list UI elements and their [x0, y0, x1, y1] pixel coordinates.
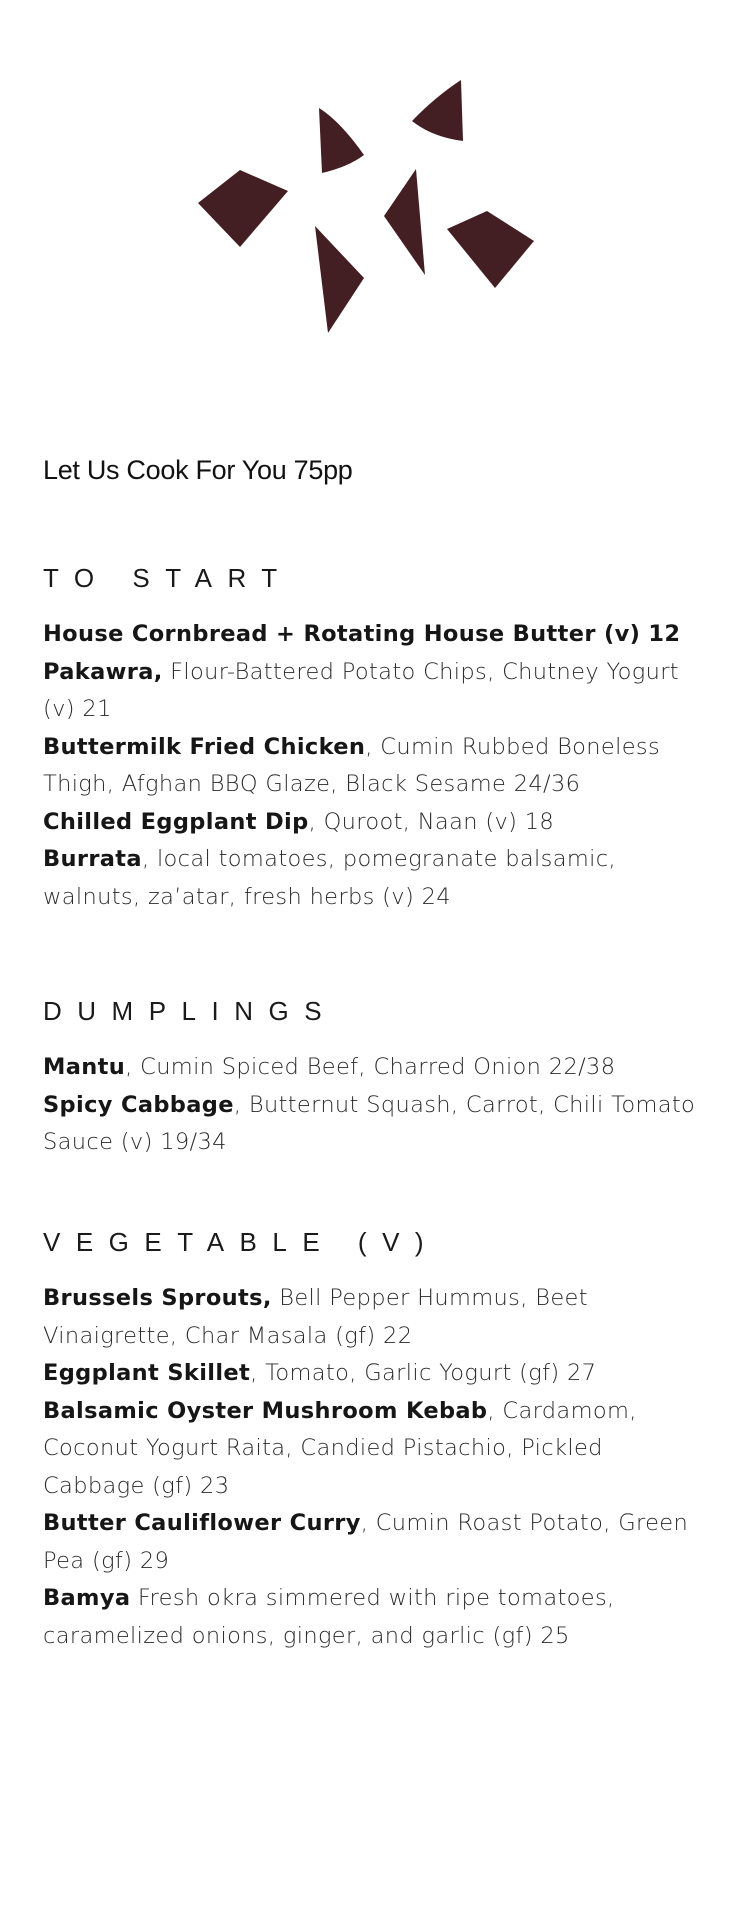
menu-item-name: Brussels Sprouts,: [43, 1285, 272, 1311]
section-items: [43, 1049, 703, 1162]
menu-item-desc: Bell Pepper Hummus, Beet Vinaigrette, Char Masala (gf) 22: [43, 1285, 588, 1349]
abstract-shards-logo-icon: [190, 75, 550, 345]
menu-item-name: Chilled Eggplant Dip: [43, 808, 309, 835]
menu-item-name: Butter Cauliflower Curry: [43, 1510, 361, 1536]
menu-item-name: Buttermilk Fried Chicken: [43, 733, 366, 760]
menu-item: [43, 1580, 703, 1655]
menu-item: [43, 1355, 703, 1393]
menu-item-name: Balsamic Oyster Mushroom Kebab: [43, 1397, 488, 1424]
menu-item: [43, 804, 703, 842]
menu-item-desc: , Butternut Squash, Carrot, Chili Tomato Sauce (v) 19/34: [43, 1091, 696, 1155]
menu-item: [43, 1505, 703, 1580]
menu-item-name: Mantu: [43, 1054, 126, 1080]
section-heading: VEGETABLE (V): [43, 1227, 440, 1257]
logo-shard-group: [198, 80, 534, 333]
menu-item: [43, 841, 703, 916]
section-heading: DUMPLINGS: [43, 996, 338, 1026]
section-heading: TO START: [43, 563, 293, 593]
logo-shard: [315, 226, 364, 333]
menu-item-desc: Flour-Battered Potato Chips, Chutney Yogurt (v) 21: [43, 658, 679, 722]
menu-item-desc: , Cumin Rubbed Boneless Thigh, Afghan BBQ Glaze, Black Sesame 24/36: [43, 733, 661, 797]
menu-item-desc: , Cumin Roast Potato, Green Pea (gf) 29: [43, 1510, 689, 1574]
menu-item: [43, 1087, 703, 1162]
menu-item-name: Bamya: [43, 1585, 131, 1611]
menu-tagline: Let Us Cook For You 75pp: [43, 455, 353, 485]
menu-item-desc: , Tomato, Garlic Yogurt (gf) 27: [250, 1360, 597, 1386]
logo-shard: [198, 170, 288, 247]
menu-item: [43, 654, 703, 729]
menu-item-name: Burrata: [43, 846, 142, 872]
menu-item-desc: , Cardamom, Coconut Yogurt Raita, Candied Pistachio, Pickled Cabbage (gf) 23: [43, 1397, 637, 1499]
logo-shard: [384, 169, 425, 275]
section-items: [43, 1280, 703, 1655]
logo-shard: [412, 80, 463, 141]
logo-shard: [447, 211, 534, 288]
menu-item-name: House Cornbread + Rotating House Butter (v) 12: [43, 621, 681, 647]
menu-item-desc: , local tomatoes, pomegranate balsamic, walnuts, za’atar, fresh herbs (v) 24: [43, 846, 616, 910]
menu-item-name: Pakawra,: [43, 658, 163, 685]
menu-item-desc: Fresh okra simmered with ripe tomatoes, caramelized onions, ginger, and garlic (gf) 25: [43, 1585, 615, 1649]
section-to-start: [43, 560, 703, 916]
menu-item: [43, 616, 703, 654]
logo-shard: [319, 108, 364, 173]
menu-item: [43, 1393, 703, 1506]
section-vegetable: [43, 1224, 703, 1655]
menu-item-name: Eggplant Skillet: [43, 1360, 251, 1386]
menu-item: [43, 1280, 703, 1355]
menu-item-name: Spicy Cabbage: [43, 1091, 234, 1118]
menu-item-desc: , Quroot, Naan (v) 18: [308, 808, 555, 835]
menu-item-desc: , Cumin Spiced Beef, Charred Onion 22/38: [125, 1054, 616, 1080]
section-dumplings: [43, 993, 703, 1162]
menu-item: [43, 1049, 703, 1087]
section-items: [43, 616, 703, 916]
menu-item: [43, 729, 703, 804]
